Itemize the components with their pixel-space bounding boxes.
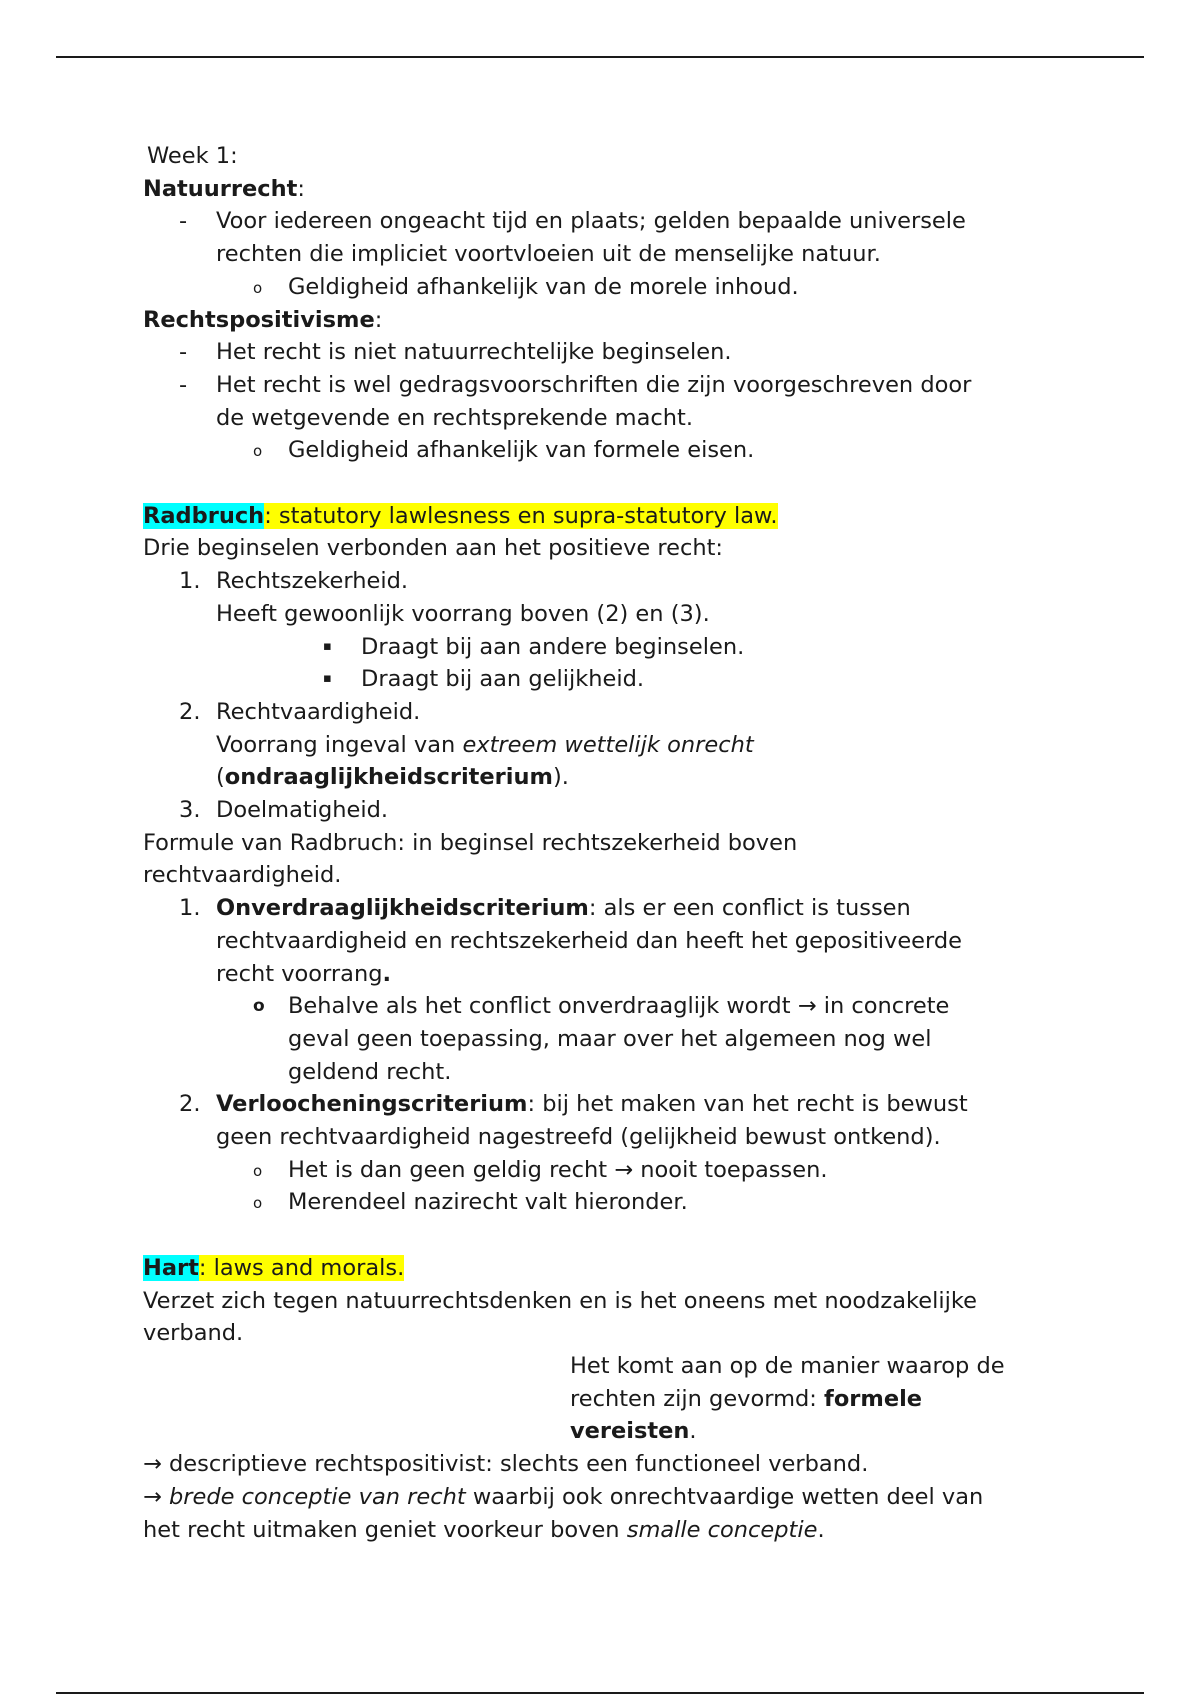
top-rule — [56, 56, 1144, 58]
criterium-2-sub-1-text: Het is dan geen geldig recht → nooit toepassen. — [288, 1156, 828, 1183]
radbruch-principle-2-note-start: Voorrang ingeval van — [216, 731, 463, 758]
brede-conceptie-term: brede conceptie van recht — [169, 1483, 466, 1510]
radbruch-formule-text-1: Formule van Radbruch: in beginsel rechtszekerheid boven — [143, 829, 798, 856]
natuurrecht-item-1-cont — [143, 238, 1063, 271]
radbruch-formule-line-2 — [143, 859, 1063, 892]
criterium-1-sub-line-2: geval geen toepassing, maar over het algemeen nog wel — [288, 1025, 932, 1052]
rechtspositivisme-item-2-line-1: Het recht is wel gedragsvoorschriften die zijn voorgeschreven door — [216, 371, 972, 398]
criterium-2-sub-1 — [143, 1154, 1063, 1187]
square-bullet: ▪ — [323, 671, 332, 687]
radbruch-principle-1-sub-2 — [143, 663, 1063, 696]
radbruch-formule-line-1 — [143, 827, 1063, 860]
rechtspositivisme-item-1 — [143, 336, 1063, 369]
hart-subtitle: : laws and morals. — [198, 1254, 405, 1281]
circle-bullet: o — [253, 1161, 263, 1180]
rechtspositivisme-heading — [143, 304, 1063, 337]
criterium-2-line-1-rest: : bij het maken van het recht is bewust — [527, 1091, 968, 1118]
radbruch-principle-1-note-text: Heeft gewoonlijk voorrang boven (2) en (3). — [216, 600, 710, 627]
natuurrecht-title: Natuurrecht — [143, 175, 298, 202]
natuurrecht-sub-1 — [143, 271, 1063, 304]
criterium-1-period: . — [382, 960, 392, 987]
ondraaglijkheidscriterium-term: ondraaglijkheidscriterium — [224, 764, 553, 791]
hart-heading — [143, 1252, 1063, 1285]
radbruch-principle-1-sub-1 — [143, 631, 1063, 664]
criterium-1-sub-line-3: geldend recht. — [288, 1058, 452, 1085]
dash-bullet: - — [179, 208, 188, 235]
natuurrecht-sub-1-text: Geldigheid afhankelijk van de morele inhoud. — [288, 273, 799, 300]
vereisten-term: vereisten — [570, 1418, 690, 1445]
hart-arrow-2-line-2-end: . — [817, 1516, 825, 1543]
bottom-rule — [56, 1692, 1144, 1694]
criterium-2-term: Verloocheningscriterium — [216, 1091, 528, 1118]
hart-arrow-2-line-2-start: het recht uitmaken geniet voorkeur boven — [143, 1516, 627, 1543]
criterium-1 — [143, 892, 1063, 925]
hart-name: Hart — [143, 1254, 199, 1281]
criterium-1-cont-1 — [143, 925, 1063, 958]
criterium-2-sub-2-text: Merendeel nazirecht valt hieronder. — [288, 1189, 688, 1216]
hart-column-line-3 — [143, 1415, 1063, 1448]
paren-close: ). — [552, 764, 569, 791]
criterium-1-line-2: rechtvaardigheid en rechtszekerheid dan heeft het gepositiveerde — [216, 927, 963, 954]
criterium-1-line-3: recht voorrang — [216, 960, 383, 987]
hart-arrow-2-rest: waarbij ook onrechtvaardige wetten deel van — [465, 1483, 984, 1510]
radbruch-principle-1-sub-2-text: Draagt bij aan gelijkheid. — [361, 666, 645, 693]
square-bullet: ▪ — [323, 638, 332, 654]
hart-line-2-text: verband. — [143, 1320, 244, 1347]
hart-line-2 — [143, 1317, 1063, 1350]
radbruch-name: Radbruch — [143, 502, 265, 529]
list-number: 3. — [179, 797, 201, 824]
natuurrecht-heading — [143, 173, 1063, 206]
criterium-1-line-1-rest: : als er een conflict is tussen — [588, 895, 911, 922]
rechtspositivisme-sub-1-text: Geldigheid afhankelijk van formele eisen. — [288, 437, 755, 464]
week-label — [143, 140, 1063, 173]
rechtspositivisme-item-2-cont — [143, 402, 1063, 435]
natuurrecht-item-1-line-2: rechten die impliciet voortvloeien uit de menselijke natuur. — [216, 241, 881, 268]
criterium-2-cont — [143, 1121, 1063, 1154]
natuurrecht-colon: : — [297, 175, 305, 202]
rechtspositivisme-colon: : — [374, 306, 383, 333]
rechtspositivisme-item-2 — [143, 369, 1063, 402]
rechtspositivisme-title: Rechtspositivisme — [143, 306, 375, 333]
natuurrecht-item-1-line-1: Voor iedereen ongeacht tijd en plaats; gelden bepaalde universele — [216, 208, 966, 235]
dash-bullet: - — [179, 371, 188, 398]
hart-column-text-1: Het komt aan op de manier waarop de — [570, 1352, 1005, 1379]
circle-bullet-bold: o — [253, 996, 265, 1017]
rechtspositivisme-sub-1 — [143, 434, 1063, 467]
list-number: 2. — [179, 698, 201, 725]
hart-arrow-2 — [143, 1481, 1063, 1514]
criterium-1-sub — [143, 990, 1063, 1023]
smalle-conceptie-term: smalle conceptie — [626, 1516, 818, 1543]
hart-column-line-1 — [143, 1350, 1063, 1383]
hart-column-text-2: rechten zijn gevormd: — [570, 1385, 825, 1412]
hart-column-period: . — [689, 1418, 697, 1445]
radbruch-principle-1-sub-1-text: Draagt bij aan andere beginselen. — [361, 633, 745, 660]
radbruch-principle-2-note-cont — [143, 761, 1063, 794]
rechtspositivisme-item-2-line-2: de wetgevende en rechtsprekende macht. — [216, 404, 693, 431]
radbruch-principle-2-note-italic: extreem wettelijk onrecht — [462, 731, 754, 758]
hart-arrow-1-text: → descriptieve rechtspositivist: slechts een functioneel verband. — [143, 1451, 869, 1478]
list-number: 2. — [179, 1091, 201, 1118]
criterium-1-sub-cont-2 — [143, 1056, 1063, 1089]
criterium-2-line-2: geen rechtvaardigheid nagestreefd (gelijkheid bewust ontkend). — [216, 1124, 941, 1151]
criterium-2-sub-2 — [143, 1186, 1063, 1219]
dash-bullet: - — [179, 339, 188, 366]
radbruch-principle-1-note — [143, 598, 1063, 631]
week-label-text: Week 1: — [147, 143, 238, 169]
circle-bullet: o — [253, 278, 263, 297]
radbruch-principle-3-text: Doelmatigheid. — [216, 797, 389, 824]
circle-bullet: o — [253, 442, 263, 461]
hart-column-line-2 — [143, 1383, 1063, 1416]
natuurrecht-item-1 — [143, 205, 1063, 238]
hart-line-1-text: Verzet zich tegen natuurrechtsdenken en is het oneens met noodzakelijke — [143, 1287, 977, 1314]
formele-term: formele — [824, 1385, 923, 1412]
criterium-2 — [143, 1088, 1063, 1121]
spacer — [143, 1219, 1063, 1252]
radbruch-principle-2-text: Rechtvaardigheid. — [216, 698, 421, 725]
radbruch-formule-text-2: rechtvaardigheid. — [143, 862, 342, 889]
hart-arrow-2-cont — [143, 1514, 1063, 1547]
criterium-1-sub-line-1: Behalve als het conflict onverdraaglijk wordt → in concrete — [288, 993, 950, 1020]
radbruch-intro-text: Drie beginselen verbonden aan het positieve recht: — [143, 535, 724, 562]
spacer — [143, 467, 1063, 500]
list-number: 1. — [179, 568, 201, 595]
rechtspositivisme-item-1-text: Het recht is niet natuurrechtelijke beginselen. — [216, 339, 732, 366]
criterium-1-term: Onverdraaglijkheidscriterium — [216, 895, 589, 922]
hart-arrow-1 — [143, 1448, 1063, 1481]
radbruch-principle-1 — [143, 565, 1063, 598]
radbruch-heading — [143, 500, 1063, 533]
radbruch-intro — [143, 532, 1063, 565]
criterium-1-cont-2 — [143, 958, 1063, 991]
hart-line-1 — [143, 1285, 1063, 1318]
list-number: 1. — [179, 895, 201, 922]
criterium-1-sub-cont-1 — [143, 1023, 1063, 1056]
radbruch-principle-3 — [143, 794, 1063, 827]
radbruch-principle-2 — [143, 696, 1063, 729]
paren-open: ( — [216, 764, 225, 791]
circle-bullet: o — [253, 1194, 263, 1213]
radbruch-subtitle: : statutory lawlesness en supra-statutory law. — [264, 502, 778, 529]
document-body — [143, 140, 1063, 1546]
radbruch-principle-1-text: Rechtszekerheid. — [216, 568, 409, 595]
radbruch-principle-2-note — [143, 729, 1063, 762]
arrow-icon: → — [143, 1483, 170, 1510]
